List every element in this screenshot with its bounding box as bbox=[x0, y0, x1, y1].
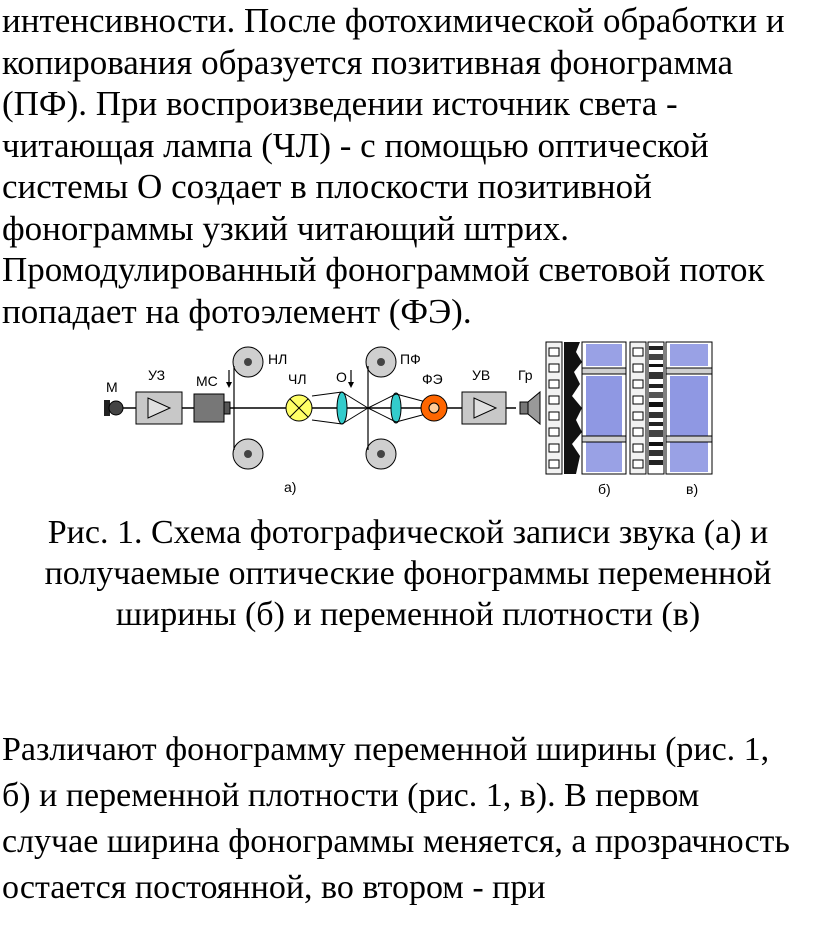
soundtrack-variable-width bbox=[546, 342, 626, 474]
label-chl: ЧЛ bbox=[288, 371, 307, 387]
text-line: попадает на фотоэлемент (ФЭ). bbox=[2, 291, 472, 331]
label-v: в) bbox=[686, 481, 699, 497]
label-gr: Гр bbox=[518, 367, 533, 383]
label-fe: ФЭ bbox=[422, 371, 443, 387]
caption-line: получаемые оптические фонограммы переменной bbox=[44, 555, 772, 592]
reel-bottom-left-icon bbox=[233, 439, 263, 469]
photo-element-icon bbox=[421, 395, 447, 421]
label-uz: УЗ bbox=[148, 367, 166, 383]
sound-recording-diagram bbox=[96, 336, 722, 506]
text-line: (ПФ). При воспроизведении источник света - bbox=[2, 84, 678, 123]
amplifier-uv-icon bbox=[462, 392, 506, 424]
label-o: О bbox=[336, 369, 347, 385]
caption-line: ширины (б) и переменной плотности (в) bbox=[115, 596, 701, 633]
microphone-icon bbox=[104, 400, 123, 416]
reading-lamp-icon bbox=[286, 395, 312, 421]
reel-top-right-icon bbox=[366, 347, 396, 377]
text-line: системы О создает в плоскости позитивной bbox=[2, 167, 652, 206]
arrow-down-icon bbox=[226, 370, 232, 388]
label-nl: НЛ bbox=[268, 351, 288, 367]
diagram-svg bbox=[96, 336, 722, 506]
text-line: копирования образуется позитивная фонограмма bbox=[2, 42, 734, 82]
label-m: М bbox=[106, 379, 118, 395]
paragraph-top bbox=[2, 0, 785, 332]
reel-top-left-icon bbox=[233, 347, 263, 377]
label-b: б) bbox=[598, 481, 611, 497]
label-a: а) bbox=[284, 479, 297, 495]
soundtrack-variable-density bbox=[630, 342, 712, 474]
text-line: читающая лампа (ЧЛ) - с помощью оптической bbox=[2, 125, 709, 165]
text-line: случае ширина фонограммы меняется, а прозрачность bbox=[2, 823, 790, 860]
label-uv: УВ bbox=[472, 367, 491, 383]
label-pf: ПФ bbox=[400, 351, 421, 367]
text-line: интенсивности. После фотохимической обработки и bbox=[2, 1, 785, 40]
amplifier-uz-icon bbox=[136, 392, 182, 424]
text-line: б) и переменной плотности (рис. 1, в). В первом bbox=[2, 777, 700, 814]
arrow-down-icon bbox=[348, 370, 354, 388]
reel-bottom-right-icon bbox=[366, 439, 396, 469]
modulator-ms-icon bbox=[194, 394, 230, 422]
caption-line: Рис. 1. Схема фотографической записи звука (а) и bbox=[47, 514, 769, 551]
figure-caption bbox=[0, 512, 816, 635]
text-line: фонограммы узкий читающий штрих. bbox=[2, 208, 569, 248]
label-ms: МС bbox=[196, 373, 218, 389]
paragraph-bottom bbox=[2, 727, 790, 911]
text-line: Различают фонограмму переменной ширины (рис. 1, bbox=[2, 731, 770, 768]
speaker-icon bbox=[520, 392, 540, 424]
text-line: Промодулированный фонограммой световой поток bbox=[2, 250, 765, 289]
text-line: остается постоянной, во втором - при bbox=[2, 869, 546, 906]
